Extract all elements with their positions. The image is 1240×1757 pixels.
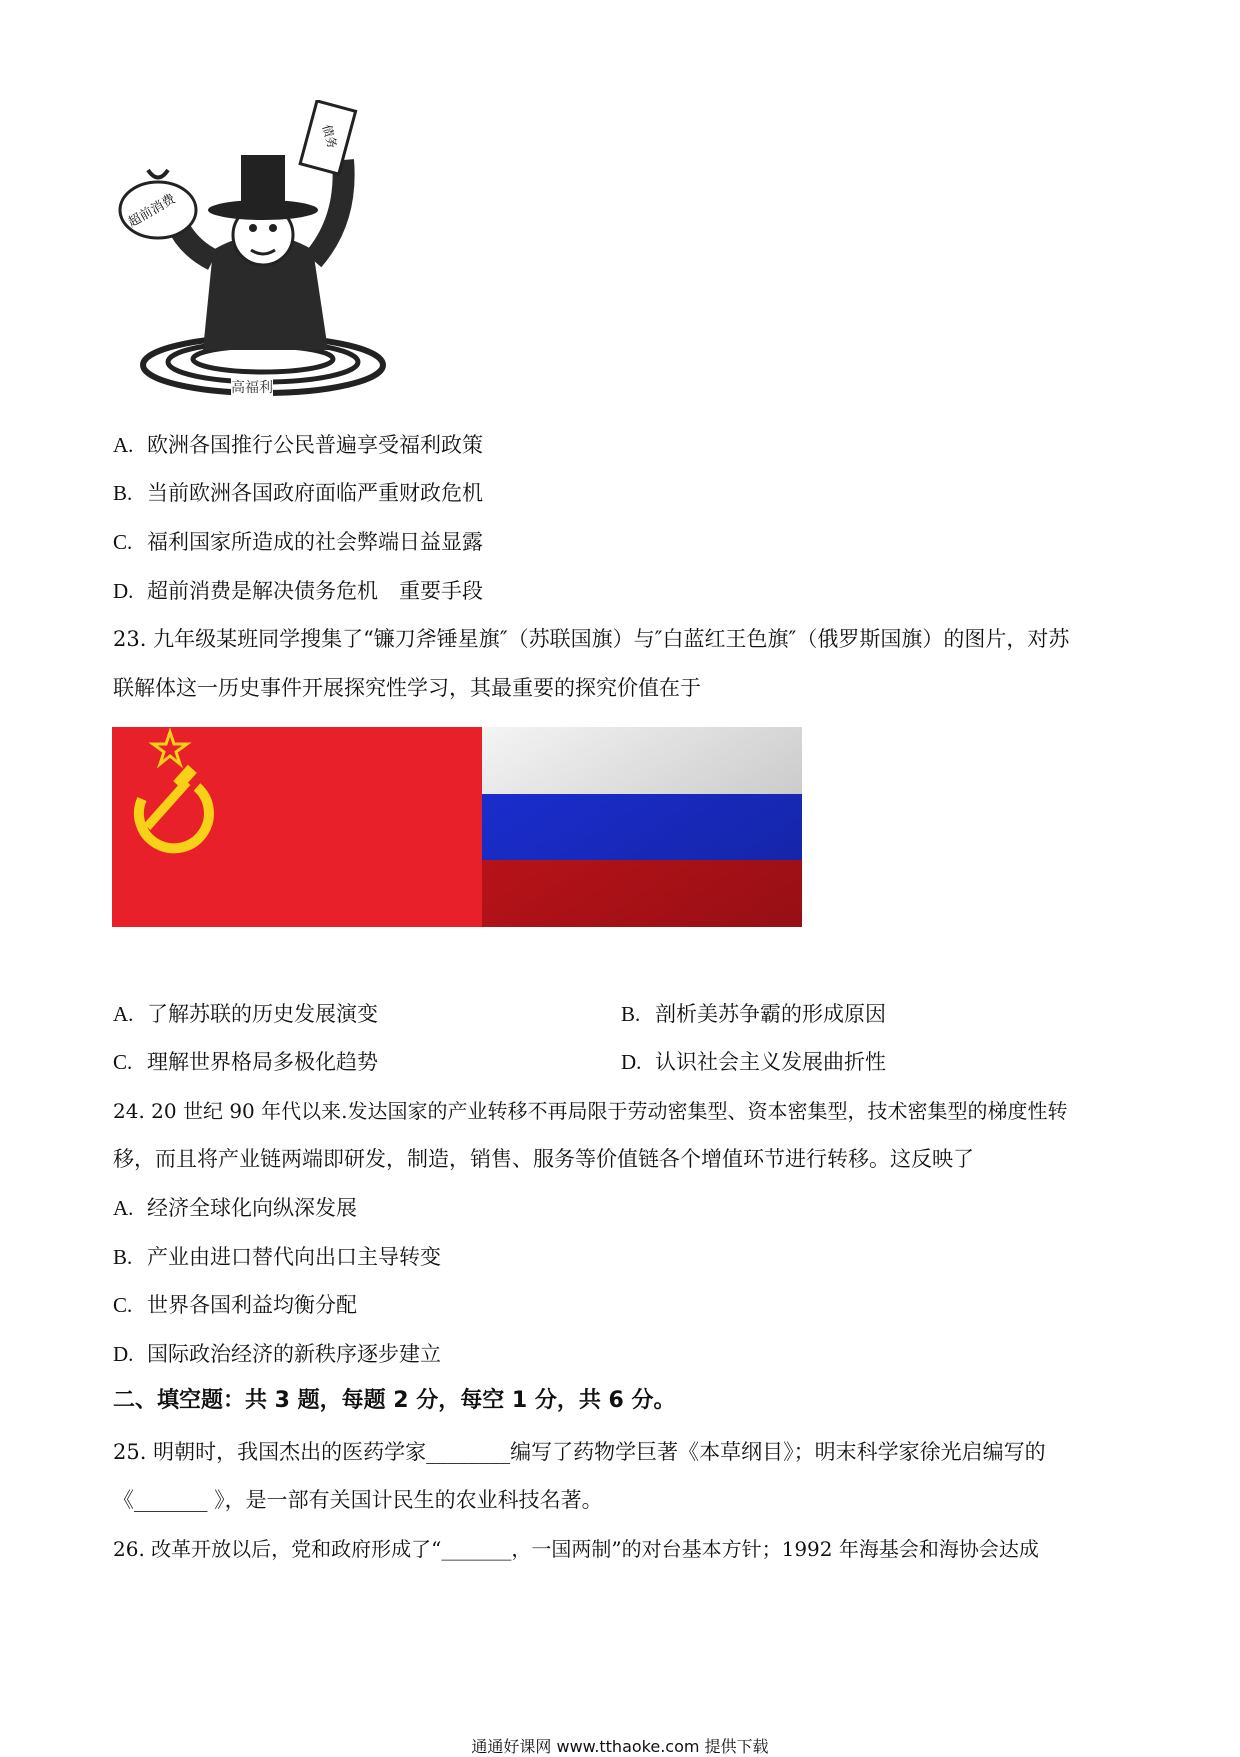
q24-option-d: D. 国际政治经济的新秩序逐步建立	[113, 1342, 441, 1366]
q23-stem-line2: 联解体这一历史事件开展探究性学习，其最重要的探究价值在于	[113, 676, 701, 700]
q24-option-c: C. 世界各国利益均衡分配	[113, 1293, 357, 1317]
cartoon-illustration	[113, 100, 388, 410]
q24-option-a: A. 经济全球化向纵深发展	[113, 1196, 357, 1220]
q25-stem-line1: 25. 明朝时，我国杰出的医药学家________编写了药物学巨著《本草纲目》；明末科学家徐光启编写的	[113, 1440, 1046, 1464]
soviet-flag	[112, 727, 482, 927]
sack-label: 超前消费	[125, 191, 179, 231]
q24-stem-line2: 移，而且将产业链两端即研发，制造，销售、服务等价值链各个增值环节进行转移。这反映了	[113, 1147, 974, 1171]
footer-source: 通通好课网 www.tthaoke.com 提供下载	[471, 1737, 769, 1756]
q24-option-b: B. 产业由进口替代向出口主导转变	[113, 1245, 441, 1269]
q23-stem-line1: 23. 九年级某班同学搜集了“镰刀斧锤星旗″（苏联国旗）与″白蓝红王色旗″（俄罗斯国旗）的图片，对苏	[113, 627, 1070, 651]
section-heading: 二、填空题：共 3 题，每题 2 分，每空 1 分，共 6 分。	[113, 1388, 676, 1413]
q23-option-a: A. 了解苏联的历史发展演变	[113, 1002, 378, 1026]
q25-stem-line2: 《_______ 》，是一部有关国计民生的农业科技名著。	[113, 1488, 603, 1512]
russian-flag	[482, 727, 802, 927]
q24-stem-line1: 24. 20 世纪 90 年代以来.发达国家的产业转移不再局限于劳动密集型、资本密集型，技术密集型的梯度性转	[113, 1099, 1068, 1123]
flags-image	[112, 727, 802, 927]
q26-stem-line1: 26. 改革开放以后，党和政府形成了“_______，一国两制”的对台基本方针；1992 年海基会和海协会达成	[113, 1537, 1039, 1561]
book-label: 债务	[319, 123, 340, 151]
q23-option-b: B. 剖析美苏争霸的形成原因	[621, 1002, 886, 1026]
q22-option-b: B. 当前欧洲各国政府面临严重财政危机	[113, 481, 483, 505]
q22-option-c: C. 福利国家所造成的社会弊端日益显露	[113, 530, 483, 554]
q23-option-d: D. 认识社会主义发展曲折性	[621, 1050, 886, 1074]
q22-option-d: D. 超前消费是解决债务危机 重要手段	[113, 579, 483, 603]
base-label: 高福利	[231, 377, 273, 397]
q23-option-c: C. 理解世界格局多极化趋势	[113, 1050, 378, 1074]
q22-option-a: A. 欧洲各国推行公民普遍享受福利政策	[113, 433, 483, 457]
